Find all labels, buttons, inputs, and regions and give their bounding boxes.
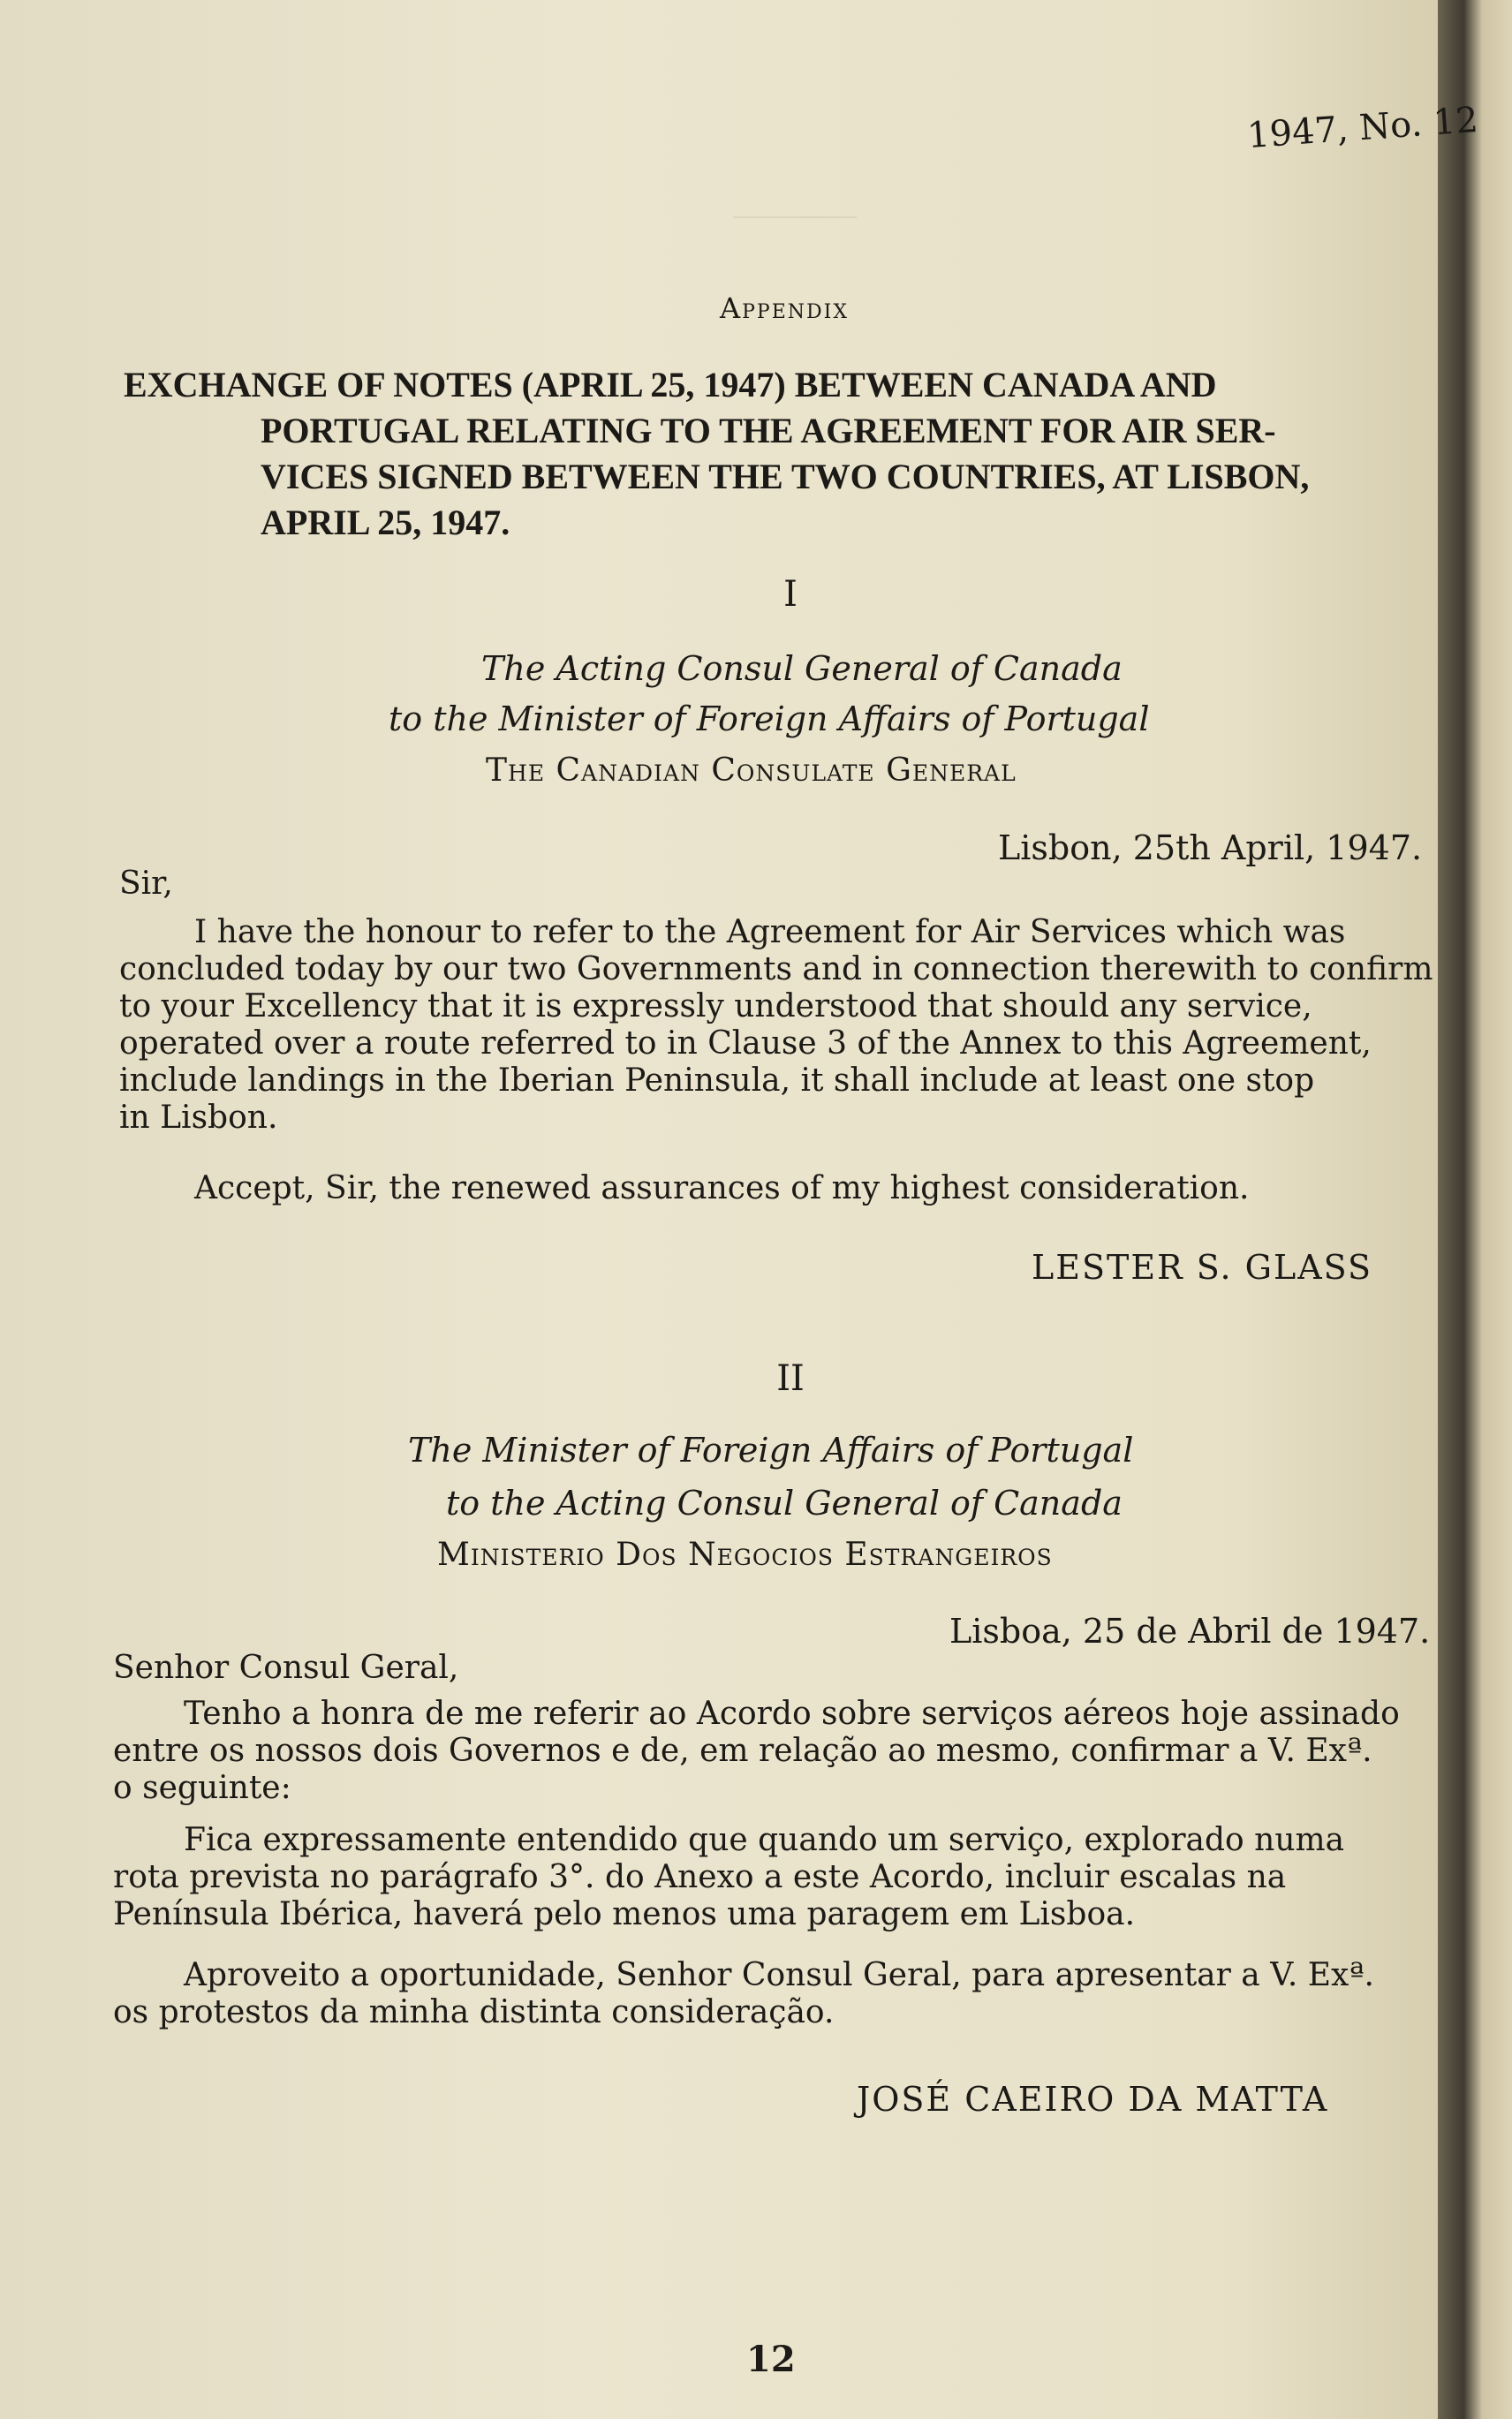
note-1-body — [119, 914, 1433, 1137]
text-line: rota prevista no parágrafo 3°. do Anexo a este Acordo, incluir escalas na — [113, 1859, 1287, 1895]
text-line: Tenho a honra de me referir ao Acordo sobre serviços aéreos hoje assinado — [184, 1696, 1400, 1732]
page-number: 12 — [746, 2339, 796, 2380]
note-1-date: Lisbon, 25th April, 1947. — [998, 828, 1423, 867]
note-2-body — [113, 1696, 1400, 1807]
note-1-signature: LESTER S. GLASS — [1032, 1248, 1373, 1287]
title-line: EXCHANGE OF NOTES (APRIL 25, 1947) BETWEEN CANADA AND — [124, 365, 1217, 404]
note-1-numeral: I — [783, 574, 798, 615]
document-title — [124, 362, 1431, 546]
note-2-office: Ministerio Dos Negocios Estrangeiros — [437, 1537, 1053, 1573]
book-gutter — [1438, 0, 1512, 2419]
note-2-salutation: Senhor Consul Geral, — [113, 1650, 459, 1686]
note-2-body-2 — [113, 1822, 1344, 1933]
show-through — [733, 190, 857, 218]
text-line: include landings in the Iberian Peninsula, it shall include at least one stop — [119, 1062, 1315, 1099]
note-2-date: Lisboa, 25 de Abril de 1947. — [949, 1612, 1431, 1651]
title-line: APRIL 25, 1947. — [261, 503, 510, 542]
title-line: PORTUGAL RELATING TO THE AGREEMENT FOR AIR SER- — [261, 411, 1276, 450]
text-line: Península Ibérica, haverá pelo menos uma paragem em Lisboa. — [113, 1896, 1136, 1932]
note-1-closing: Accept, Sir, the renewed assurances of my highest consideration. — [194, 1170, 1250, 1206]
note-2-signature: JOSÉ CAEIRO DA MATTA — [857, 2080, 1329, 2119]
folio: 1947, No. 12 — [1245, 99, 1480, 157]
text-line: Aproveito a oportunidade, Senhor Consul Geral, para apresentar a V. Exª. — [184, 1957, 1374, 1993]
text-line: os protestos da minha distinta consideração. — [113, 1994, 835, 2030]
note-1-salutation: Sir, — [119, 866, 173, 902]
text-line: o seguinte: — [113, 1770, 291, 1806]
note-1-to: to the Minister of Foreign Affairs of Portugal — [389, 699, 1150, 738]
title-line: VICES SIGNED BETWEEN THE TWO COUNTRIES, AT LISBON, — [261, 457, 1310, 496]
note-2-from: The Minister of Foreign Affairs of Portugal — [408, 1431, 1134, 1470]
text-line: concluded today by our two Governments and in connection therewith to confirm — [119, 951, 1433, 987]
text-line: in Lisbon. — [119, 1100, 278, 1136]
note-2-numeral: II — [776, 1358, 805, 1399]
text-line: Fica expressamente entendido que quando um serviço, explorado numa — [184, 1822, 1345, 1858]
text-line: I have the honour to refer to the Agreement for Air Services which was — [194, 914, 1346, 950]
text-line: to your Excellency that it is expressly understood that should any service, — [119, 988, 1312, 1024]
text-line: entre os nossos dois Governos e de, em relação ao mesmo, confirmar a V. Exª. — [113, 1733, 1372, 1769]
note-2-to: to the Acting Consul General of Canada — [446, 1484, 1123, 1523]
note-1-office: The Canadian Consulate General — [486, 752, 1017, 789]
appendix-heading: Appendix — [720, 291, 850, 325]
note-1-from: The Acting Consul General of Canada — [481, 649, 1123, 688]
note-2-closing — [113, 1957, 1374, 2031]
text-line: operated over a route referred to in Clause 3 of the Annex to this Agreement, — [119, 1025, 1372, 1062]
